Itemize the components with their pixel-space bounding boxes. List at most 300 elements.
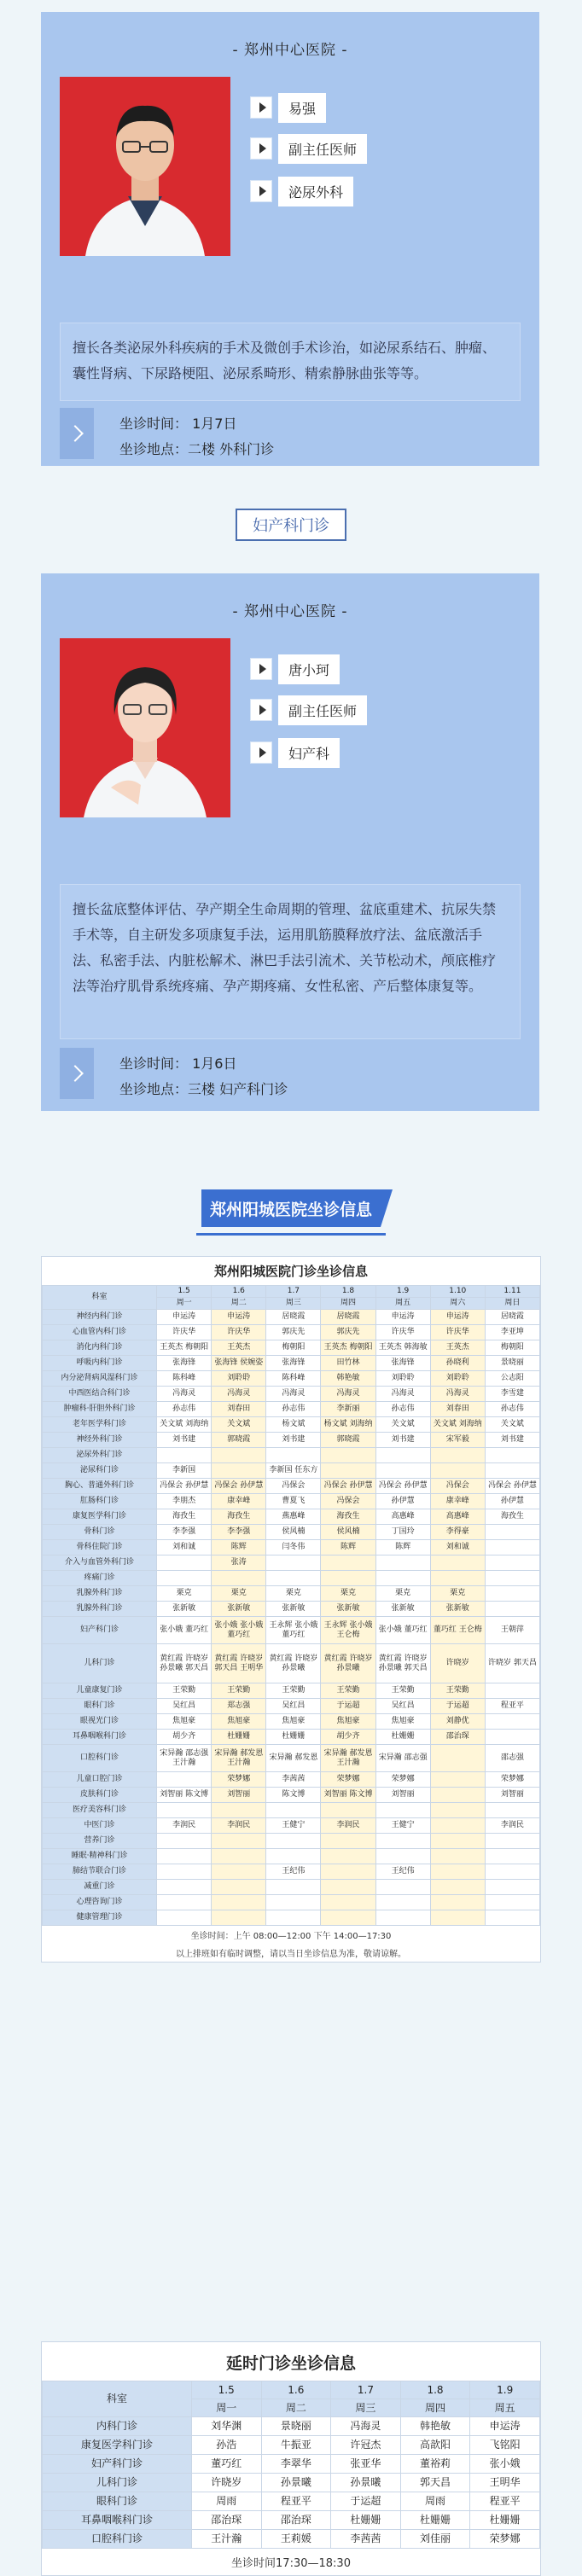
doctor-cell — [485, 1849, 539, 1864]
doctor-cell — [485, 1910, 539, 1926]
doctor-cell: 杨文斌 — [266, 1417, 321, 1433]
doctor-cell: 吴红昌 — [266, 1699, 321, 1714]
dept-cell: 儿科门诊 — [43, 2474, 192, 2492]
weekday-header: 周三 — [266, 1298, 321, 1310]
doctor-description: 擅长各类泌尿外科疾病的手术及微创手术诊治，如泌尿系结石、肿瘤、囊性肾病、下尿路梗阻、泌尿系畸形、精索静脉曲张等等。 — [60, 323, 521, 401]
doctor-cell: 张海锋 — [266, 1356, 321, 1371]
doctor-cell — [321, 1895, 375, 1910]
table-row — [43, 1683, 540, 1699]
doctor-card-1 — [41, 12, 539, 466]
doctor-cell: 宋异瀚 郝发恩 王汁瀚 — [321, 1745, 375, 1772]
doctor-cell: 李润民 — [157, 1818, 212, 1834]
table-row — [43, 1387, 540, 1402]
doctor-cell — [212, 1880, 266, 1895]
extended-title: 延时门诊坐诊信息 — [225, 2354, 356, 2373]
doctor-cell: 邵志强 — [485, 1745, 539, 1772]
doctor-cell: 冯海灵 — [321, 1387, 375, 1402]
date-header: 1.5 — [191, 2381, 261, 2399]
doctor-cell: 张新敏 — [212, 1602, 266, 1617]
doctor-cell — [430, 1849, 485, 1864]
dept-cell: 康复医学科门诊 — [43, 2436, 192, 2455]
dept-cell: 骨科门诊 — [43, 1525, 157, 1540]
doctor-cell — [485, 1586, 539, 1602]
doctor-cell: 关文斌 刘海纳 — [430, 1417, 485, 1433]
extended-hours-schedule — [41, 2341, 541, 2576]
doctor-title-tag — [251, 135, 367, 162]
doctor-cell: 王汁瀚 — [191, 2530, 261, 2549]
table-row — [43, 2455, 540, 2474]
doctor-cell: 陈科峰 — [266, 1371, 321, 1387]
doctor-cell — [266, 1571, 321, 1586]
doctor-cell: 刘智丽 陈文博 — [157, 1788, 212, 1803]
doctor-cell: 韩艳敏 — [400, 2417, 470, 2436]
doctor-cell: 刘春田 — [430, 1402, 485, 1417]
doctor-cell: 邵治琛 — [191, 2511, 261, 2530]
dept-cell: 肿瘤科·肝胆外科门诊 — [43, 1402, 157, 1417]
dept-cell: 营养门诊 — [43, 1834, 157, 1849]
doctor-cell: 李翠华 — [261, 2455, 331, 2474]
doctor-cell: 陈辉 — [321, 1540, 375, 1555]
dept-cell: 骨科住院门诊 — [43, 1540, 157, 1555]
doctor-cell: 康幸峰 — [430, 1494, 485, 1509]
chevron-right-icon — [60, 1048, 94, 1099]
table-row — [43, 2436, 540, 2455]
doctor-cell: 梅朝阳 — [266, 1340, 321, 1356]
doctor-cell — [157, 1448, 212, 1463]
doctor-cell: 李亚坤 — [485, 1325, 539, 1340]
doctor-title-tag — [251, 696, 367, 724]
dept-cell: 神经外科门诊 — [43, 1433, 157, 1448]
doctor-cell — [485, 1803, 539, 1818]
doctor-cell: 周雨 — [400, 2492, 470, 2511]
doctor-cell: 冯海灵 — [331, 2417, 401, 2436]
weekday-header: 周四 — [400, 2399, 470, 2417]
doctor-cell: 王永辉 张小娥 王仑梅 — [321, 1617, 375, 1644]
doctor-cell — [430, 1448, 485, 1463]
table-row — [43, 1895, 540, 1910]
doctor-cell: 孙志伟 — [157, 1402, 212, 1417]
doctor-cell: 刘佳丽 — [400, 2530, 470, 2549]
doctor-cell: 孙景曦 — [261, 2474, 331, 2492]
doctor-cell: 王健宁 — [266, 1818, 321, 1834]
doctor-cell: 王英杰 韩海敏 — [375, 1340, 430, 1356]
date-header: 1.5 — [157, 1286, 212, 1298]
doctor-cell: 张涛 — [212, 1555, 266, 1571]
extended-table — [42, 2381, 540, 2549]
dept-cell: 眼视光门诊 — [43, 1714, 157, 1730]
doctor-cell: 李新国 — [157, 1463, 212, 1479]
table-row — [43, 1555, 540, 1571]
doctor-cell: 刘华渊 — [191, 2417, 261, 2436]
doctor-cell — [266, 1803, 321, 1818]
doctor-description: 擅长盆底整体评估、孕产期全生命周期的管理、盆底重建术、抗尿失禁手术等，自主研发多项康复手法，运用肌筋膜释放疗法、盆底激活手法、私密手法、内脏松解术、淋巴手法引流术、关节松动术，颅底椎疗法等治疗肌骨系统疼痛、孕产期疼痛、女性私密、产后整体康复等。 — [60, 884, 521, 1039]
doctor-cell — [430, 1571, 485, 1586]
doctor-cell — [321, 1910, 375, 1926]
doctor-cell: 于运超 — [430, 1699, 485, 1714]
dept-header: 科室 — [43, 2381, 192, 2417]
doctor-cell: 许庆华 — [212, 1325, 266, 1340]
doctor-cell: 杜姗姗 — [470, 2511, 540, 2530]
date-header: 1.6 — [212, 1286, 266, 1298]
doctor-cell: 居晓霞 — [266, 1310, 321, 1325]
doctor-cell: 栗克 — [321, 1586, 375, 1602]
doctor-cell — [430, 1834, 485, 1849]
doctor-cell: 于运超 — [331, 2492, 401, 2511]
doctor-cell: 孙浩 — [191, 2436, 261, 2455]
doctor-dept-tag — [251, 177, 353, 205]
doctor-cell: 刘聆聆 — [375, 1371, 430, 1387]
table-row — [43, 1834, 540, 1849]
doctor-cell — [266, 1834, 321, 1849]
doctor-cell: 王荣勤 — [321, 1683, 375, 1699]
doctor-cell: 张新敏 — [157, 1602, 212, 1617]
doctor-cell: 黄红霞 许晓岁 郭天昌 王明华 — [212, 1644, 266, 1683]
table-row — [43, 1571, 540, 1586]
doctor-cell: 王朝萍 — [485, 1617, 539, 1644]
schedule-title: 郑州阳城医院门诊坐诊信息 — [213, 1264, 368, 1279]
table-row — [43, 1356, 540, 1371]
doctor-cell — [375, 1803, 430, 1818]
doctor-cell: 王明华 — [470, 2474, 540, 2492]
table-row — [43, 1818, 540, 1834]
doctor-cell — [485, 1683, 539, 1699]
dept-cell: 呼吸内科门诊 — [43, 1356, 157, 1371]
doctor-cell: 刘智丽 — [485, 1788, 539, 1803]
dept-cell: 内分泌肾病风湿科门诊 — [43, 1371, 157, 1387]
schedule-body — [43, 1310, 540, 1926]
outpatient-schedule — [41, 1256, 541, 1963]
doctor-cell: 张新敏 — [375, 1602, 430, 1617]
doctor-cell — [485, 1555, 539, 1571]
doctor-cell: 于运超 — [321, 1699, 375, 1714]
doctor-cell: 景晓丽 — [485, 1356, 539, 1371]
dept-cell: 儿童康复门诊 — [43, 1683, 157, 1699]
card-hospital-title: - 郑州中心医院 - — [232, 603, 348, 620]
schedule-footer-note: 以上排班如有临时调整，请以当日坐诊信息为准，敬请谅解。 — [176, 1950, 406, 1959]
doctor-cell: 郭晓霞 — [321, 1433, 375, 1448]
doctor-cell: 郭庆先 — [266, 1325, 321, 1340]
doctor-cell — [266, 1448, 321, 1463]
doctor-cell: 杨文斌 刘海纳 — [321, 1417, 375, 1433]
table-row — [43, 1803, 540, 1818]
table-row — [43, 1617, 540, 1644]
table-row — [43, 1644, 540, 1683]
doctor-cell: 丁国玲 — [375, 1525, 430, 1540]
doctor-cell: 张小娥 董巧红 — [375, 1617, 430, 1644]
doctor-cell — [321, 1555, 375, 1571]
doctor-cell: 曹夏飞 — [266, 1494, 321, 1509]
doctor-cell: 冯保会 — [430, 1479, 485, 1494]
doctor-cell: 刘聆聆 — [212, 1371, 266, 1387]
dept-cell: 耳鼻咽喉科门诊 — [43, 2511, 192, 2530]
doctor-cell — [321, 1864, 375, 1880]
doctor-cell: 邵治琛 — [261, 2511, 331, 2530]
doctor-cell — [157, 1834, 212, 1849]
doctor-cell — [266, 1849, 321, 1864]
doctor-cell: 周雨 — [191, 2492, 261, 2511]
doctor-cell: 焦旭豪 — [375, 1714, 430, 1730]
doctor-cell: 李新丽 — [321, 1402, 375, 1417]
table-row — [43, 1730, 540, 1745]
doctor-cell — [375, 1555, 430, 1571]
doctor-cell — [321, 1880, 375, 1895]
doctor-cell: 冯海灵 — [157, 1387, 212, 1402]
doctor-cell: 焦旭豪 — [266, 1714, 321, 1730]
doctor-cell — [212, 1849, 266, 1864]
date-header: 1.9 — [375, 1286, 430, 1298]
doctor-cell — [321, 1849, 375, 1864]
doctor-cell — [157, 1803, 212, 1818]
doctor-cell: 李润民 — [485, 1818, 539, 1834]
weekday-header: 周五 — [375, 1298, 430, 1310]
doctor-dept: 妇产科 — [278, 738, 340, 768]
dept-cell: 减重门诊 — [43, 1880, 157, 1895]
table-row — [43, 1602, 540, 1617]
doctor-cell: 董巧红 — [191, 2455, 261, 2474]
table-row — [43, 1699, 540, 1714]
weekday-header: 周日 — [485, 1298, 539, 1310]
doctor-cell: 王永辉 张小娥 董巧红 — [266, 1617, 321, 1644]
triangle-right-icon — [251, 181, 271, 201]
weekday-header: 周三 — [331, 2399, 401, 2417]
dept-cell: 医疗美容科门诊 — [43, 1803, 157, 1818]
doctor-cell: 王英杰 — [430, 1340, 485, 1356]
table-row — [43, 1910, 540, 1926]
doctor-cell: 王荣勤 — [157, 1683, 212, 1699]
doctor-cell: 刘智丽 — [212, 1788, 266, 1803]
doctor-cell — [430, 1864, 485, 1880]
dept-cell: 眼科门诊 — [43, 2492, 192, 2511]
doctor-cell: 李润民 — [321, 1818, 375, 1834]
doctor-cell: 董巧红 王仑梅 — [430, 1617, 485, 1644]
weekday-header: 周五 — [470, 2399, 540, 2417]
doctor-cell — [485, 1525, 539, 1540]
doctor-dept: 泌尿外科 — [278, 177, 353, 206]
section-label-obgyn: 妇产科门诊 — [236, 509, 346, 541]
doctor-cell — [485, 1895, 539, 1910]
doctor-cell — [212, 1895, 266, 1910]
doctor-cell: 胡少齐 — [321, 1730, 375, 1745]
doctor-cell: 刘书建 — [375, 1433, 430, 1448]
doctor-cell: 申运涛 — [212, 1310, 266, 1325]
doctor-cell: 许冠杰 — [331, 2436, 401, 2455]
dept-cell: 心理咨询门诊 — [43, 1895, 157, 1910]
dept-cell: 儿科门诊 — [43, 1644, 157, 1683]
doctor-cell: 飞铭阳 — [470, 2436, 540, 2455]
doctor-cell: 海孜生 — [485, 1509, 539, 1525]
doctor-cell — [485, 1571, 539, 1586]
doctor-cell: 冯海灵 — [212, 1387, 266, 1402]
table-row — [43, 1325, 540, 1340]
doctor-cell — [485, 1714, 539, 1730]
doctor-cell — [485, 1880, 539, 1895]
doctor-cell: 居晓霞 — [485, 1310, 539, 1325]
dept-cell: 皮肤科门诊 — [43, 1788, 157, 1803]
doctor-cell: 孙伊慧 — [375, 1494, 430, 1509]
weekday-header: 周二 — [261, 2399, 331, 2417]
doctor-title: 副主任医师 — [278, 134, 367, 164]
doctor-cell: 冯保会 孙伊慧 — [375, 1479, 430, 1494]
schedule-header-row — [43, 1286, 540, 1298]
table-row — [43, 2530, 540, 2549]
doctor-cell: 刘智丽 — [375, 1788, 430, 1803]
doctor-cell: 刘聆聆 — [430, 1371, 485, 1387]
doctor-cell: 王健宁 — [375, 1818, 430, 1834]
doctor-cell: 王莉媛 — [261, 2530, 331, 2549]
doctor-cell — [266, 1555, 321, 1571]
dept-cell: 睡眠·精神科门诊 — [43, 1849, 157, 1864]
date-header: 1.6 — [261, 2381, 331, 2399]
table-row — [43, 1586, 540, 1602]
doctor-cell: 许晓岁 — [191, 2474, 261, 2492]
doctor-cell: 王纪伟 — [375, 1864, 430, 1880]
doctor-cell: 王荣勤 — [266, 1683, 321, 1699]
table-row — [43, 2492, 540, 2511]
doctor-name: 唐小珂 — [278, 654, 340, 684]
doctor-cell: 张新敏 — [321, 1602, 375, 1617]
doctor-cell: 王纪伟 — [266, 1864, 321, 1880]
doctor-cell: 康幸峰 — [212, 1494, 266, 1509]
dept-cell: 口腔科门诊 — [43, 2530, 192, 2549]
doctor-cell — [375, 1910, 430, 1926]
doctor-cell — [157, 1772, 212, 1788]
table-row — [43, 2474, 540, 2492]
doctor-name-tag — [251, 94, 326, 121]
doctor-cell: 郭晓霞 — [212, 1433, 266, 1448]
doctor-cell: 杜姗姗 — [212, 1730, 266, 1745]
doctor-cell — [321, 1448, 375, 1463]
dept-cell: 耳鼻咽喉科门诊 — [43, 1730, 157, 1745]
doctor-cell: 荣梦娜 — [485, 1772, 539, 1788]
doctor-cell — [485, 1448, 539, 1463]
doctor-cell: 郭天昌 — [400, 2474, 470, 2492]
dept-cell: 康复医学科门诊 — [43, 1509, 157, 1525]
doctor-cell: 公志阳 — [485, 1371, 539, 1387]
table-row — [43, 1772, 540, 1788]
table-row — [43, 1788, 540, 1803]
doctor-cell: 张海锋 侯婉姿 — [212, 1356, 266, 1371]
doctor-cell: 宋异瀚 邵志强 王汁瀚 — [157, 1745, 212, 1772]
doctor-cell: 冯海灵 — [375, 1387, 430, 1402]
doctor-cell: 焦旭豪 — [157, 1714, 212, 1730]
dept-cell: 乳腺外科门诊 — [43, 1602, 157, 1617]
date-header: 1.7 — [331, 2381, 401, 2399]
date-header: 1.10 — [430, 1286, 485, 1298]
dept-cell: 眼科门诊 — [43, 1699, 157, 1714]
doctor-cell: 孙志伟 — [375, 1402, 430, 1417]
doctor-cell — [485, 1730, 539, 1745]
table-row — [43, 1371, 540, 1387]
doctor-cell — [212, 1910, 266, 1926]
doctor-cell: 李得豪 — [430, 1525, 485, 1540]
doctor-cell: 梅朝阳 — [485, 1340, 539, 1356]
extended-header-row — [43, 2381, 540, 2399]
doctor-cell: 牛振亚 — [261, 2436, 331, 2455]
triangle-right-icon — [251, 700, 271, 720]
doctor-cell — [430, 1910, 485, 1926]
doctor-cell: 张新敏 — [430, 1602, 485, 1617]
doctor-cell: 栗克 — [157, 1586, 212, 1602]
date-header: 1.11 — [485, 1286, 539, 1298]
doctor-name: 易强 — [278, 93, 326, 123]
card-hospital-title: - 郑州中心医院 - — [232, 42, 348, 59]
doctor-cell: 海孜生 — [157, 1509, 212, 1525]
doctor-cell — [157, 1895, 212, 1910]
doctor-cell: 李李强 — [212, 1525, 266, 1540]
triangle-right-icon — [251, 138, 271, 159]
doctor-cell: 许庆华 — [157, 1325, 212, 1340]
doctor-cell: 荣梦娜 — [375, 1772, 430, 1788]
doctor-cell — [321, 1803, 375, 1818]
doctor-cell: 宋异瀚 郝发恩 王汁瀚 — [212, 1745, 266, 1772]
doctor-cell: 黄红霞 许晓岁 孙景曦 — [266, 1644, 321, 1683]
doctor-cell: 杜姗姗 — [266, 1730, 321, 1745]
doctor-cell: 黄红霞 许晓岁 孙景曦 — [321, 1644, 375, 1683]
doctor-cell — [212, 1864, 266, 1880]
doctor-cell — [266, 1910, 321, 1926]
doctor-cell — [375, 1571, 430, 1586]
doctor-cell — [430, 1555, 485, 1571]
doctor-cell: 李新国 任东方 — [266, 1463, 321, 1479]
table-row — [43, 1864, 540, 1880]
weekday-header: 周六 — [430, 1298, 485, 1310]
doctor-cell: 孙志伟 — [485, 1402, 539, 1417]
doctor-cell: 杜姗姗 — [375, 1730, 430, 1745]
table-row — [43, 1448, 540, 1463]
doctor-cell: 张海锋 — [375, 1356, 430, 1371]
doctor-cell: 高惠峰 — [430, 1509, 485, 1525]
doctor-cell: 郭庆先 — [321, 1325, 375, 1340]
doctor-cell: 冯保会 孙伊慧 — [321, 1479, 375, 1494]
doctor-cell: 李雪建 — [485, 1387, 539, 1402]
doctor-cell: 闫冬伟 — [266, 1540, 321, 1555]
doctor-cell: 高歆阳 — [400, 2436, 470, 2455]
table-row — [43, 1417, 540, 1433]
doctor-cell: 冯保会 — [321, 1494, 375, 1509]
doctor-cell: 侯风楠 — [266, 1525, 321, 1540]
table-row — [43, 1479, 540, 1494]
schedule-date: 坐诊时间： 1月7日 — [119, 416, 237, 432]
dept-cell: 中医门诊 — [43, 1818, 157, 1834]
date-header: 1.9 — [470, 2381, 540, 2399]
doctor-cell: 陈辉 — [375, 1540, 430, 1555]
chevron-right-icon — [60, 408, 94, 459]
table-row — [43, 1509, 540, 1525]
doctor-cell: 王英杰 — [212, 1340, 266, 1356]
doctor-cell: 许庆华 — [430, 1325, 485, 1340]
dept-cell: 中西医结合科门诊 — [43, 1387, 157, 1402]
date-header: 1.7 — [266, 1286, 321, 1298]
table-row — [43, 1540, 540, 1555]
doctor-portrait-icon — [60, 77, 230, 256]
doctor-cell — [157, 1864, 212, 1880]
doctor-cell: 关文斌 — [212, 1417, 266, 1433]
doctor-cell — [430, 1818, 485, 1834]
dept-cell: 健康管理门诊 — [43, 1910, 157, 1926]
doctor-cell — [212, 1463, 266, 1479]
doctor-cell: 杜姗姗 — [331, 2511, 401, 2530]
doctor-cell — [321, 1463, 375, 1479]
doctor-cell: 杜姗姗 — [400, 2511, 470, 2530]
doctor-cell: 刘和诚 — [157, 1540, 212, 1555]
doctor-cell: 荣梦娜 — [470, 2530, 540, 2549]
dept-cell: 肺结节联合门诊 — [43, 1864, 157, 1880]
doctor-cell: 王荣勤 — [430, 1683, 485, 1699]
extended-body — [43, 2417, 540, 2549]
doctor-cell — [485, 1864, 539, 1880]
doctor-cell: 栗克 — [266, 1586, 321, 1602]
doctor-cell: 宋异瀚 邵志强 — [375, 1745, 430, 1772]
